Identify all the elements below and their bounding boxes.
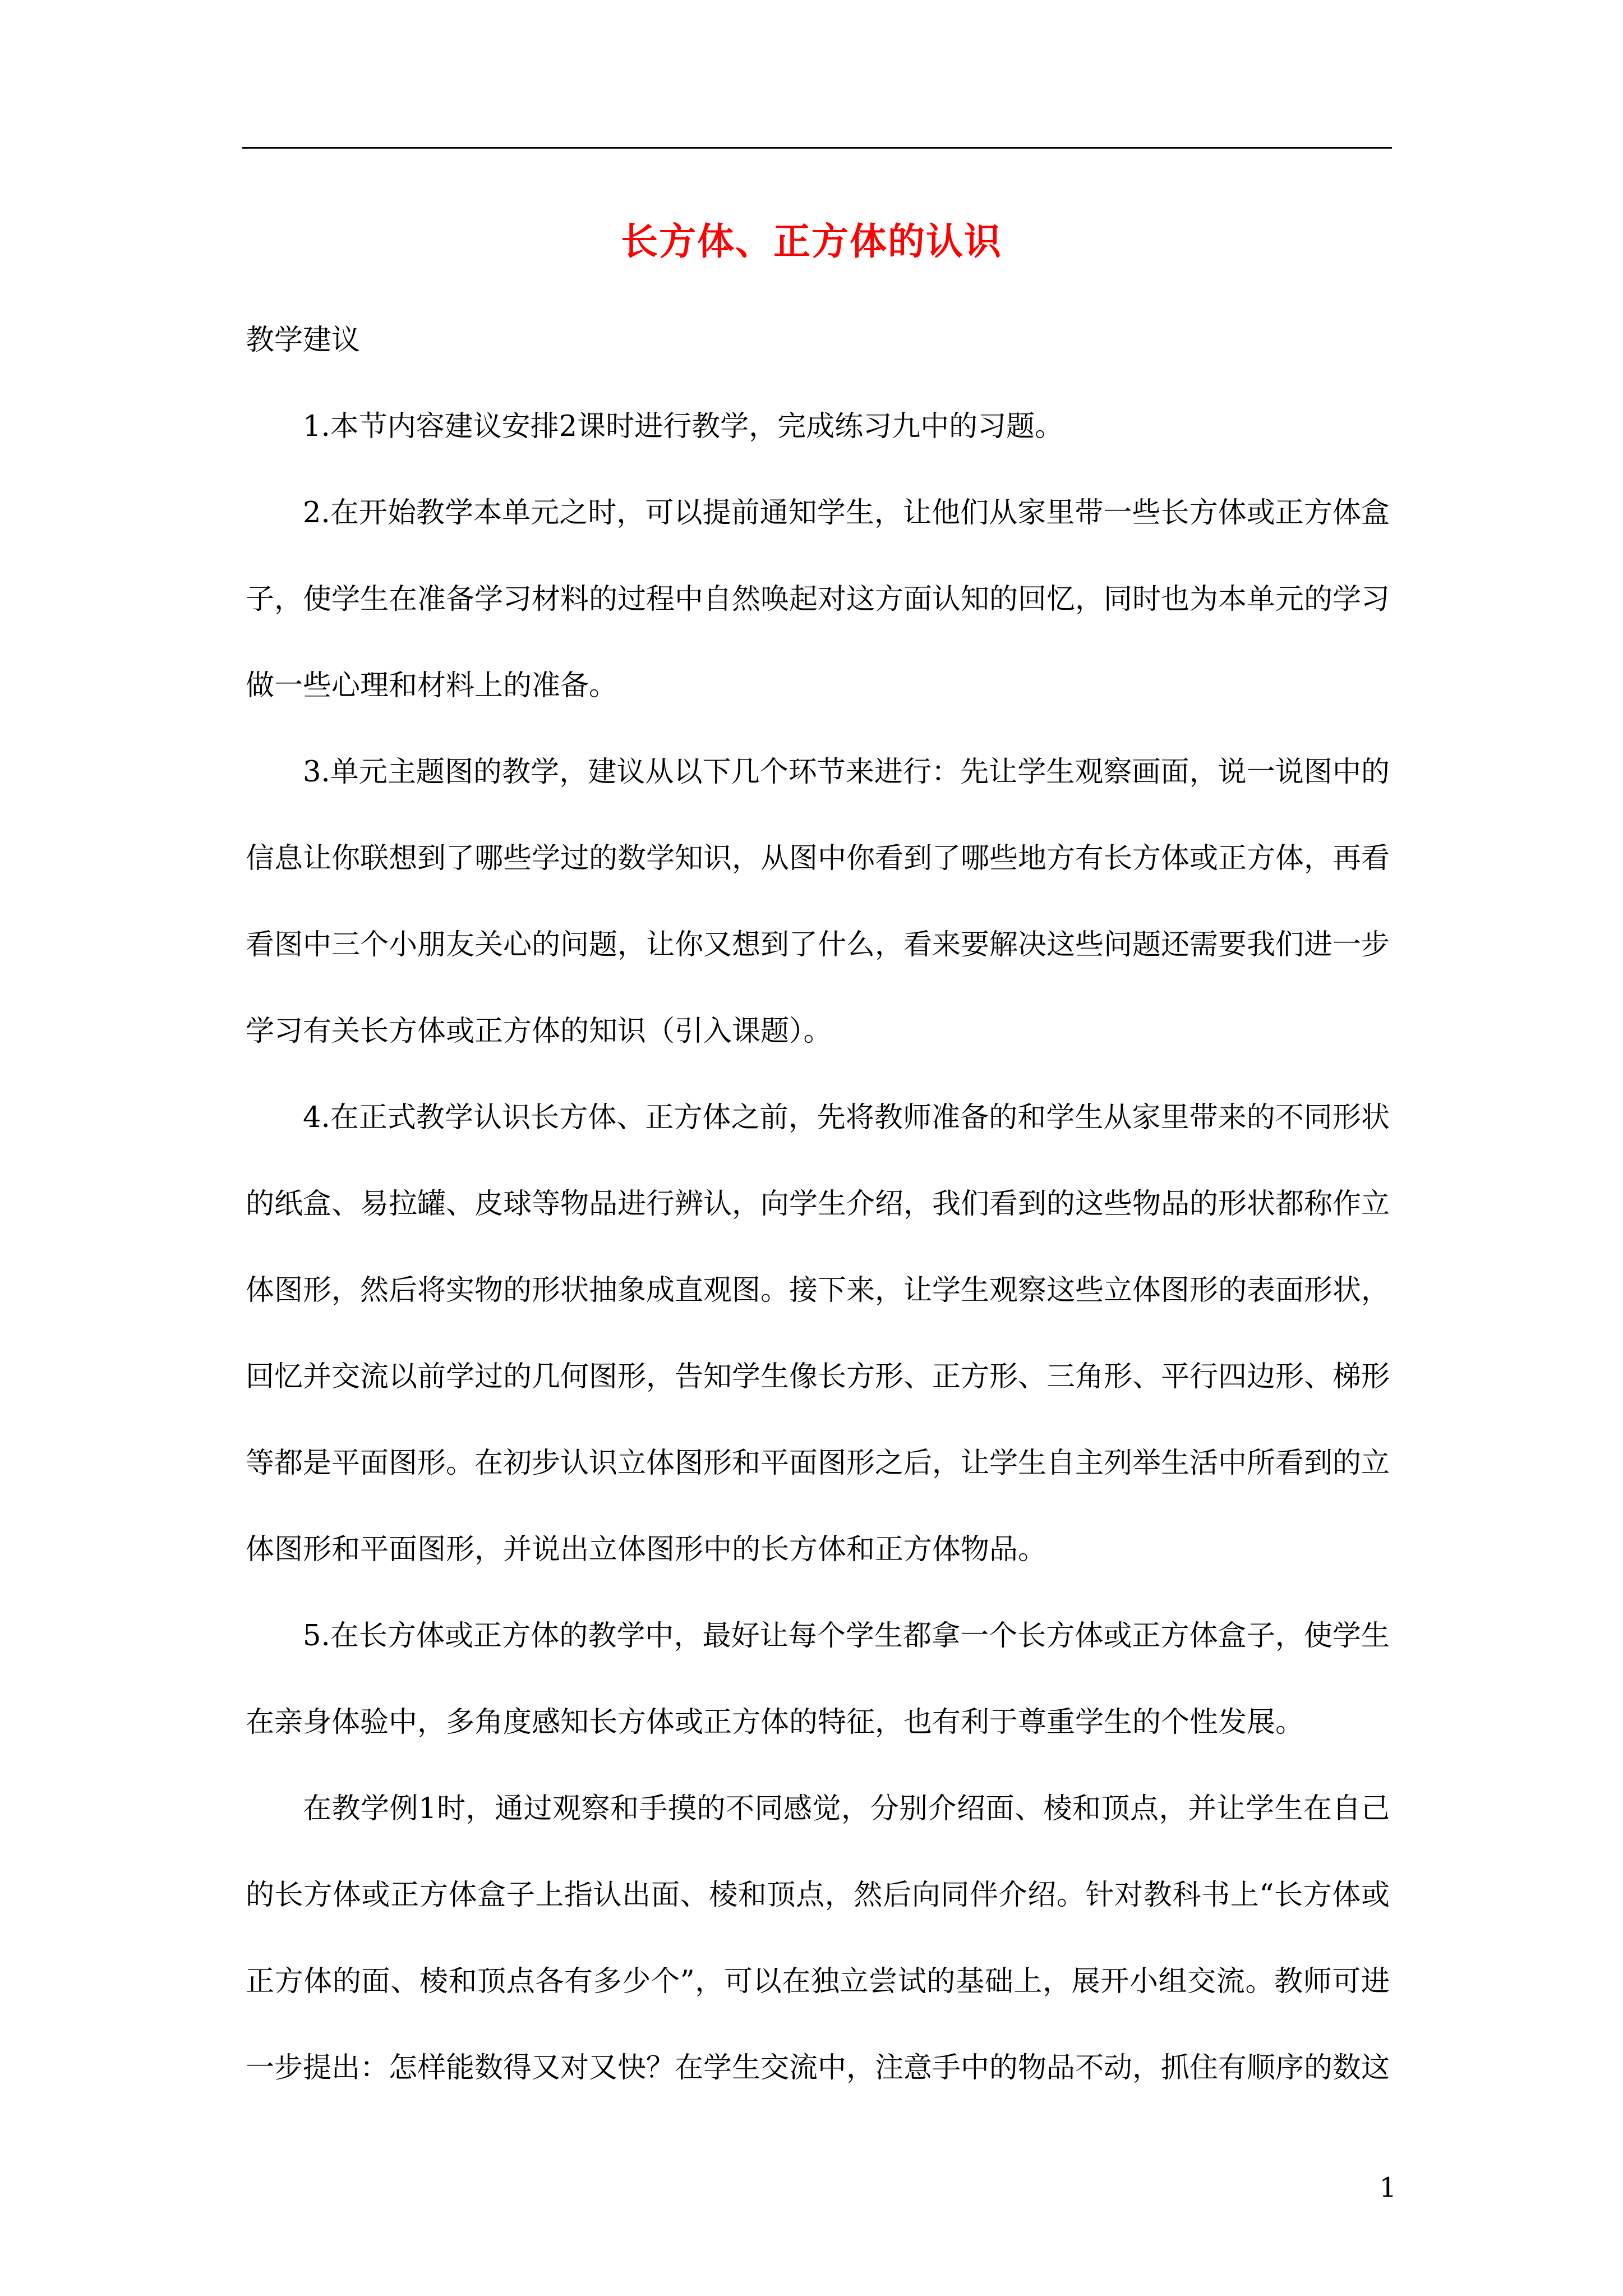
paragraph-2: 2.在开始教学本单元之时，可以提前通知学生，让他们从家里带一些长方体或正方体盒子，使学生在准备学习材料的过程中自然唤起对这方面认知的回忆，同时也为本单元的学习做一些心理和材料上的准备。 — [246, 496, 1390, 702]
paragraph-1: 1.本节内容建议安排2课时进行教学，完成练习九中的习题。 — [303, 410, 1064, 443]
document-title: 长方体、正方体的认识 — [621, 219, 1002, 263]
document-body — [246, 297, 1390, 2111]
section-label: 教学建议 — [246, 324, 361, 357]
paragraph-5: 5.在长方体或正方体的教学中，最好让每个学生都拿一个长方体或正方体盒子，使学生在亲身体验中，多角度感知长方体或正方体的特征，也有利于尊重学生的个性发展。 — [246, 1619, 1390, 1739]
paragraph-4: 4.在正式教学认识长方体、正方体之前，先将教师准备的和学生从家里带来的不同形状的纸盒、易拉罐、皮球等物品进行辨认，向学生介绍，我们看到的这些物品的形状都称作立体图形，然后将实物的形状抽象成直观图。接下来，让学生观察这些立体图形的表面形状，回忆并交流以前学过的几何图形，告知学生像长方形、正方形、三角形、平行四边形、梯形等都是平面图形。在初步认识立体图形和平面图形之后，让学生自主列举生活中所看到的立体图形和平面图形，并说出立体图形中的长方体和正方体物品。 — [246, 1101, 1390, 1566]
header-rule — [242, 147, 1392, 149]
page-number: 1 — [1379, 2172, 1396, 2203]
paragraph-6: 在教学例1时，通过观察和手摸的不同感觉，分别介绍面、棱和顶点，并让学生在自己的长方体或正方体盒子上指认出面、棱和顶点，然后向同伴介绍。针对教科书上“长方体或正方体的面、棱和顶点各有多少个”，可以在独立尝试的基础上，展开小组交流。教师可进一步提出：怎样能数得又对又快？在学生交流中，注意手中的物品不动，抓住有顺序的数这 — [246, 1792, 1390, 2085]
paragraph-3: 3.单元主题图的教学，建议从以下几个环节来进行：先让学生观察画面，说一说图中的信息让你联想到了哪些学过的数学知识，从图中你看到了哪些地方有长方体或正方体，再看看图中三个小朋友关心的问题，让你又想到了什么，看来要解决这些问题还需要我们进一步学习有关长方体或正方体的知识（引入课题）。 — [246, 756, 1390, 1048]
